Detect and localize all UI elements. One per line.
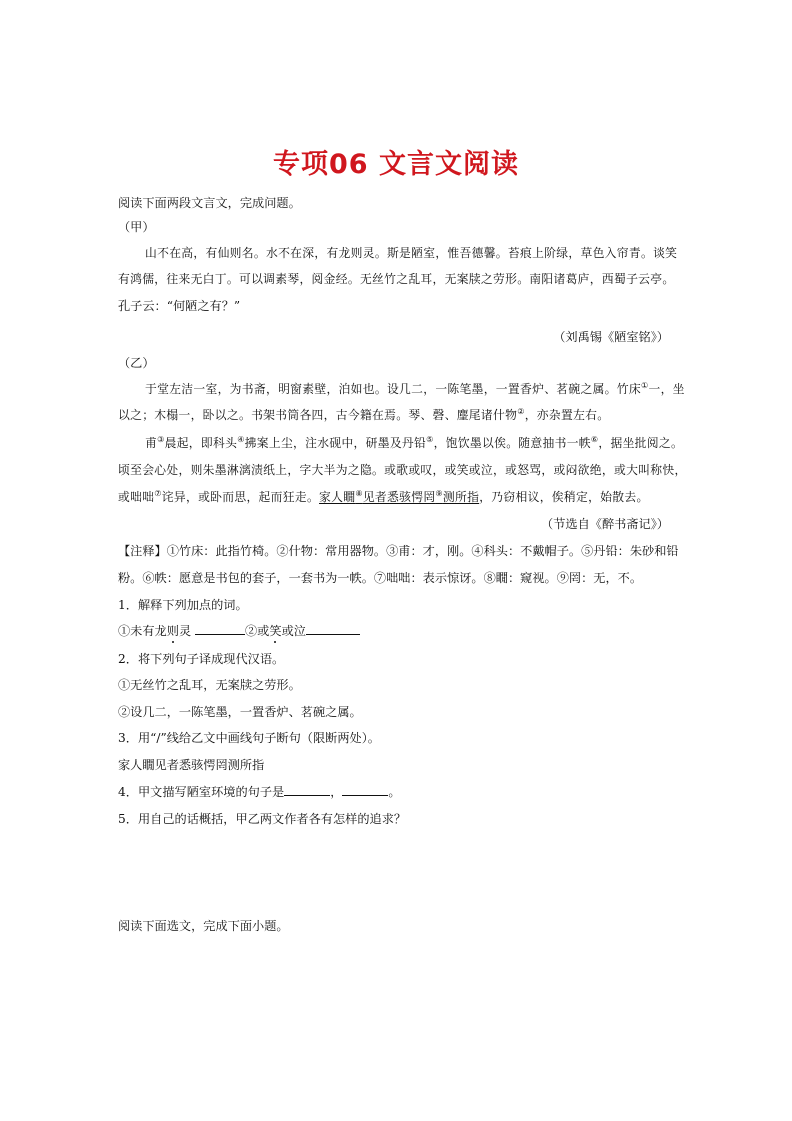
notes-line-1: 【注释】①竹床：此指竹椅。②什物：常用器物。③甫：才，刚。④科头：不戴帽子。⑤丹铅：朱砂和铅 [118, 544, 679, 558]
footnote-marker: ① [640, 381, 649, 391]
text-span: 于堂左洁一室，为书斋，明窗素壁，泊如也。设几二，一陈笔墨，一置香炉、茗碗之属。竹床 [145, 382, 641, 396]
footnote-marker: ③ [157, 435, 165, 445]
question-5: 5．用自己的话概括，甲乙两文作者各有怎样的追求？ [118, 812, 407, 826]
text-span: ， [330, 785, 343, 799]
notes-line-2: 粉。⑥帙：愿意是书包的套子，一套书为一帙。⑦咄咄：表示惊讶。⑧瞯：窥视。⑨罔：无，不。 [118, 571, 643, 585]
text-span: 一，坐 [648, 382, 685, 396]
text-span: 家人瞯 [319, 490, 356, 504]
question-1-items [118, 622, 678, 640]
text-span: 诧异，或卧而思，起而狂走。 [161, 490, 320, 504]
text-span: ，据坐批阅之。 [598, 436, 684, 450]
text-span: 或咄咄 [118, 490, 155, 504]
text-span: 灵 [178, 624, 192, 638]
text-span: 或泣 [281, 624, 306, 638]
jia-line-1: 山不在高，有仙则名。水不在深，有龙则灵。斯是陋室，惟吾德馨。苔痕上阶绿，草色入帘青。谈笑 [145, 246, 678, 260]
yi-p1-line-1 [145, 380, 685, 398]
yi-p1-line-2 [118, 406, 678, 424]
underlined-sentence [319, 490, 479, 504]
footnote-marker: ⑧ [355, 489, 363, 499]
yi-p2-line-2: 顷至会心处，则朱墨淋漓渍纸上，字大半为之隐。或歌或叹，或笑或泣，或怒骂，或闷欲绝，或大叫称快， [118, 463, 687, 477]
footnote-marker: ⑤ [426, 435, 434, 445]
answer-blank[interactable] [342, 784, 388, 796]
question-2-item-a: ①无丝竹之乱耳，无案牍之劳形。 [118, 678, 301, 692]
question-2-item-b: ②设几二，一陈笔墨，一置香炉、茗碗之属。 [118, 705, 362, 719]
jia-label: （甲） [118, 220, 155, 234]
text-span: ，亦杂置左右。 [524, 408, 610, 422]
answer-blank[interactable] [195, 623, 245, 635]
answer-blank[interactable] [284, 784, 330, 796]
text-span: ，乃窃相议，俟稍定，始散去。 [479, 490, 649, 504]
text-span: 甫 [145, 436, 158, 450]
text-span: ②或 [245, 624, 270, 638]
text-span: 测所指 [442, 490, 480, 504]
text-span: ①未有龙 [118, 624, 167, 638]
footnote-marker: ② [517, 407, 525, 417]
text-span: 见者悉骇愕罔 [362, 490, 436, 504]
footnote-marker: ④ [237, 435, 245, 445]
next-section-instruction: 阅读下面选文，完成下面小题。 [118, 919, 289, 933]
jia-line-3: 孔子云：“何陋之有？” [118, 299, 241, 313]
answer-blank[interactable] [306, 623, 360, 635]
yi-p2-line-1 [145, 434, 684, 452]
jia-source: （刘禹锡《陋室铭》） [553, 330, 669, 344]
question-1: 1．解释下列加点的词。 [118, 598, 248, 612]
question-3: 3．用“/”线给乙文中画线句子断句（限断两处）。 [118, 731, 380, 745]
text-span: 以之；木榻一，卧以之。书架书筒各四，古今籍在焉。琴、磬、麈尾诸什物 [118, 408, 518, 422]
yi-label: （乙） [118, 356, 155, 370]
dotted-word: 笑 [269, 624, 282, 638]
dotted-word: 则 [166, 624, 179, 638]
jia-line-2: 有鸿儒，往来无白丁。可以调素琴，阅金经。无丝竹之乱耳，无案牍之劳形。南阳诸葛庐，西蜀子云亭。 [118, 272, 675, 286]
footnote-marker: ⑦ [154, 489, 162, 499]
text-span: 4．甲文描写陋室环境的句子是 [118, 785, 285, 799]
question-3-text: 家人瞯见者悉骇愕罔测所指 [118, 758, 265, 772]
footnote-marker: ⑥ [590, 435, 599, 445]
page-title: 专项06 文言文阅读 [273, 149, 519, 180]
question-2: 2．将下列句子译成现代汉语。 [118, 652, 285, 666]
footnote-marker: ⑨ [435, 489, 443, 499]
yi-p2-line-3 [118, 488, 678, 506]
instruction: 阅读下面两段文言文，完成问题。 [118, 196, 301, 210]
text-span: 拂案上尘，注水砚中，研墨及丹铅 [244, 436, 427, 450]
text-span: 。 [388, 785, 401, 799]
text-span: ，饱饮墨以俟。随意抽书一帙 [433, 436, 591, 450]
question-4 [118, 783, 678, 801]
text-span: 晨起，即科头 [164, 436, 238, 450]
yi-source: （节选自《醉书斋记》） [541, 517, 669, 531]
